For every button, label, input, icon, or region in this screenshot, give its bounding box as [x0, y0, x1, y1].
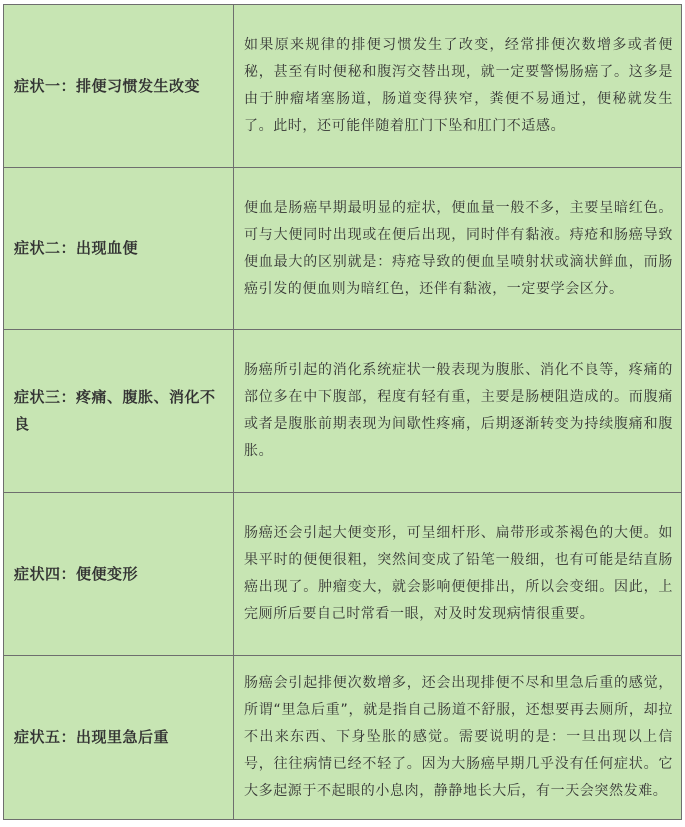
table-row — [4, 5, 682, 168]
symptoms-table-container — [3, 4, 682, 820]
table-row — [4, 493, 682, 656]
symptom-label: 症状五：出现里急后重 — [4, 656, 234, 820]
symptoms-table — [3, 4, 682, 820]
symptom-label: 症状四：便便变形 — [4, 493, 234, 656]
table-row — [4, 656, 682, 820]
table-row — [4, 168, 682, 330]
symptom-label: 症状二：出现血便 — [4, 168, 234, 330]
symptom-description: 便血是肠癌早期最明显的症状，便血量一般不多，主要呈暗红色。可与大便同时出现或在便后出现，同时伴有黏液。痔疮和肠癌导致便血最大的区别就是：痔疮导致的便血呈喷射状或滴状鲜血，而肠癌引发的便血则为暗红色，还伴有黏液，一定要学会区分。 — [234, 168, 682, 330]
symptom-description: 肠癌还会引起大便变形，可呈细杆形、扁带形或茶褐色的大便。如果平时的便便很粗，突然间变成了铅笔一般细，也有可能是结直肠癌出现了。肿瘤变大，就会影响便便排出，所以会变细。因此，上完厕所后要自己时常看一眼，对及时发现病情很重要。 — [234, 493, 682, 656]
symptom-label: 症状一：排便习惯发生改变 — [4, 5, 234, 168]
symptom-description: 肠癌所引起的消化系统症状一般表现为腹胀、消化不良等，疼痛的部位多在中下腹部，程度有轻有重，主要是肠梗阻造成的。而腹痛或者是腹胀前期表现为间歇性疼痛，后期逐渐转变为持续腹痛和腹胀。 — [234, 330, 682, 493]
symptom-label: 症状三：疼痛、腹胀、消化不良 — [4, 330, 234, 493]
symptom-description: 如果原来规律的排便习惯发生了改变，经常排便次数增多或者便秘，甚至有时便秘和腹泻交替出现，就一定要警惕肠癌了。这多是由于肿瘤堵塞肠道，肠道变得狭窄，粪便不易通过，便秘就发生了。此时，还可能伴随着肛门下坠和肛门不适感。 — [234, 5, 682, 168]
table-row — [4, 330, 682, 493]
symptom-description: 肠癌会引起排便次数增多，还会出现排便不尽和里急后重的感觉，所谓“里急后重”，就是指自己肠道不舒服，还想要再去厕所，却拉不出来东西、下身坠胀的感觉。需要说明的是：一旦出现以上信号，往往病情已经不轻了。因为大肠癌早期几乎没有任何症状。它大多起源于不起眼的小息肉，静静地长大后，有一天会突然发难。 — [234, 656, 682, 820]
